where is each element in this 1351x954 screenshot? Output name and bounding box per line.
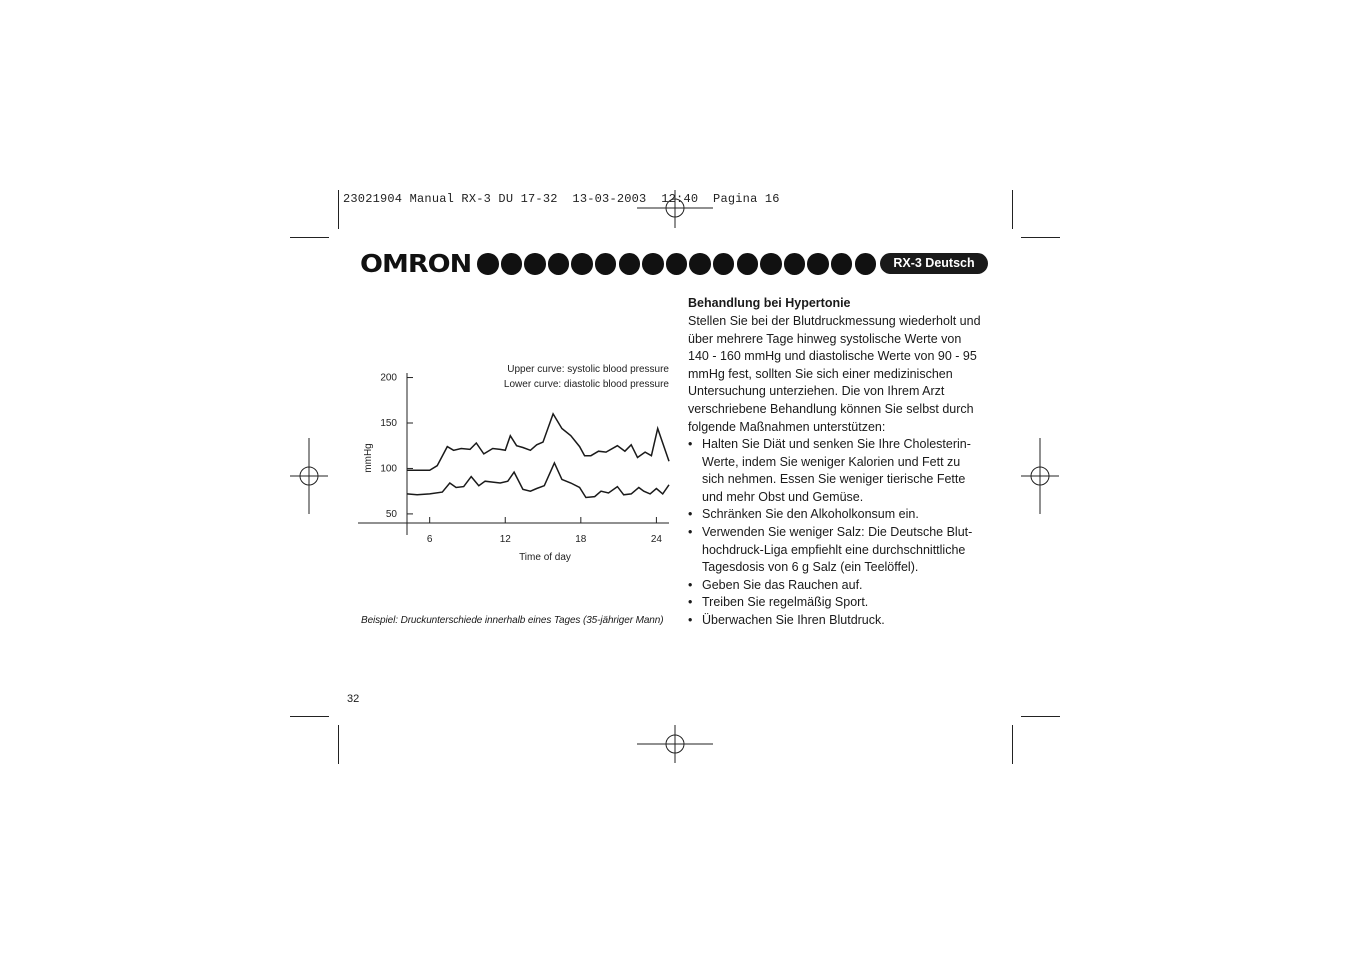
paragraph-line: Untersuchung unterziehen. Die von Ihrem Arzt — [688, 384, 945, 399]
list-item-line: hochdruck-Liga empfiehlt eine durchschnittliche — [702, 542, 966, 557]
omron-logo: OMRON — [360, 250, 472, 279]
header-dot — [737, 253, 759, 275]
paragraph-line: verschriebene Behandlung können Sie selbst durch — [688, 401, 974, 416]
header-dot — [855, 253, 877, 275]
y-axis-label: mmHg — [363, 443, 374, 473]
y-tick-label: 150 — [380, 418, 397, 429]
header-dot-row — [477, 253, 876, 275]
x-tick-label: 18 — [575, 534, 587, 545]
systolic-series-line — [407, 414, 669, 470]
header-dot — [642, 253, 664, 275]
x-tick-label: 6 — [426, 534, 433, 545]
print-header: 23021904 Manual RX-3 DU 17-32 13-03-2003 12:40 Pagina 16 — [343, 192, 780, 206]
chart-annotation: Lower curve: diastolic blood pressure — [503, 379, 669, 390]
header-dot — [760, 253, 782, 275]
list-item-line: sich nehmen. Essen Sie weniger tierische Fette — [702, 472, 966, 487]
list-item-line: und mehr Obst und Gemüse. — [702, 489, 864, 504]
y-tick-label: 50 — [385, 508, 397, 520]
chart-caption: Beispiel: Druckunterschiede innerhalb eines Tages (35-jähriger Mann) — [361, 615, 664, 626]
list-item — [688, 506, 998, 524]
section-paragraph — [688, 313, 993, 436]
header-dot — [501, 253, 523, 275]
list-item-line: Tagesdosis von 6 g Salz (ein Teelöffel). — [702, 560, 919, 575]
paragraph-line: mmHg fest, sollten Sie sich einer medizinischen — [688, 366, 953, 381]
list-item-line: • Überwachen Sie Ihren Blutdruck. — [702, 612, 885, 627]
header-dot — [713, 253, 735, 275]
header-dot — [571, 253, 593, 275]
list-item — [688, 577, 998, 595]
list-item — [688, 436, 998, 506]
list-item-line: • Verwenden Sie weniger Salz: Die Deutsche Blut- — [702, 524, 973, 539]
paragraph-line: über mehrere Tage hinweg systolische Werte von — [688, 331, 962, 346]
header-dot — [784, 253, 806, 275]
header-dot — [831, 253, 853, 275]
chart-annotation: Upper curve: systolic blood pressure — [507, 364, 669, 375]
header-dot — [619, 253, 641, 275]
list-item-line: Werte, indem Sie weniger Kalorien und Fett zu — [702, 454, 961, 469]
x-axis-label: Time of day — [519, 552, 571, 563]
header-dot — [477, 253, 499, 275]
model-language-badge: RX-3 Deutsch — [880, 253, 988, 274]
section-heading: Behandlung bei Hypertonie — [688, 296, 851, 310]
header-dot — [666, 253, 688, 275]
y-tick-label: 100 — [380, 463, 397, 475]
diastolic-series-line — [407, 463, 669, 498]
paragraph-line: folgende Maßnahmen unterstützen: — [688, 419, 886, 434]
list-item-line: • Treiben Sie regelmäßig Sport. — [702, 595, 869, 610]
list-item — [688, 594, 998, 612]
blood-pressure-chart — [355, 355, 675, 570]
paragraph-line: Stellen Sie bei der Blutdruckmessung wiederholt und — [688, 314, 981, 328]
x-tick-label: 12 — [499, 534, 511, 545]
page-number: 32 — [347, 693, 360, 705]
header-dot — [689, 253, 711, 275]
x-tick-label: 24 — [650, 534, 662, 545]
list-item-line: • Halten Sie Diät und senken Sie Ihre Cholesterin- — [702, 437, 971, 451]
paragraph-line: 140 - 160 mmHg und diastolische Werte von 90 - 95 — [688, 349, 977, 364]
recommendations-list — [688, 436, 998, 630]
header-dot — [524, 253, 546, 275]
header-dot — [595, 253, 617, 275]
y-tick-label: 200 — [380, 372, 397, 384]
list-item — [688, 524, 998, 577]
list-item — [688, 612, 998, 630]
list-item-line: • Geben Sie das Rauchen auf. — [702, 577, 863, 592]
header-dot — [548, 253, 570, 275]
list-item-line: • Schränken Sie den Alkoholkonsum ein. — [702, 507, 919, 522]
header-dot — [807, 253, 829, 275]
